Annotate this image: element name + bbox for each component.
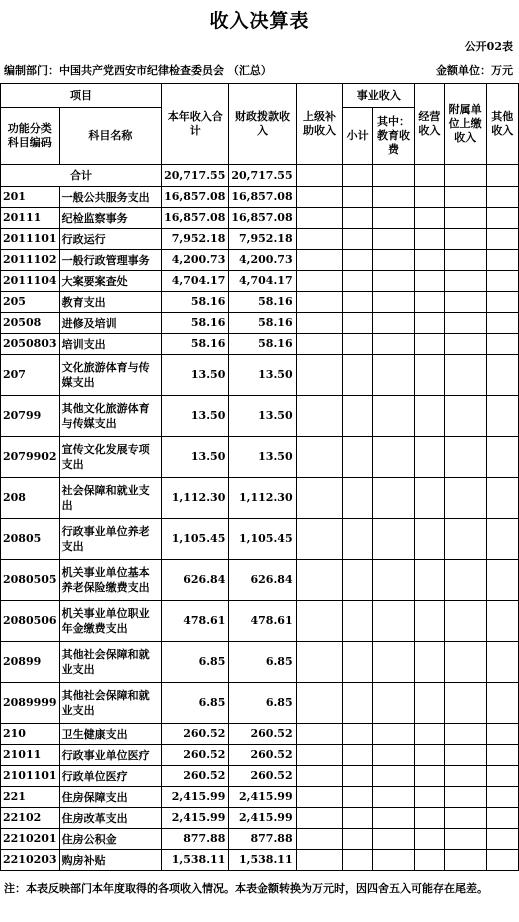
empty-cell xyxy=(343,355,372,396)
empty-cell xyxy=(415,850,444,871)
empty-cell xyxy=(372,355,414,396)
empty-cell xyxy=(415,313,444,334)
empty-cell xyxy=(486,642,518,683)
row-name: 住房改革支出 xyxy=(59,808,162,829)
empty-cell xyxy=(296,642,343,683)
row-total-income: 4,704.17 xyxy=(162,271,229,292)
empty-cell xyxy=(296,808,343,829)
row-fiscal: 16,857.08 xyxy=(229,208,296,229)
row-code: 20508 xyxy=(1,313,60,334)
empty-cell xyxy=(343,208,372,229)
row-name: 纪检监察事务 xyxy=(59,208,162,229)
empty-cell xyxy=(343,519,372,560)
row-name: 行政事业单位养老支出 xyxy=(59,519,162,560)
header-operating: 经营收入 xyxy=(415,84,444,165)
row-total-income: 1,112.30 xyxy=(162,478,229,519)
table-row xyxy=(1,250,519,271)
income-table xyxy=(0,83,519,871)
empty-cell xyxy=(444,313,486,334)
table-row xyxy=(1,724,519,745)
empty-cell xyxy=(444,292,486,313)
empty-cell xyxy=(343,250,372,271)
row-name: 其他文化旅游体育与传媒支出 xyxy=(59,396,162,437)
empty-cell xyxy=(372,787,414,808)
row-fiscal: 626.84 xyxy=(229,560,296,601)
total-fiscal-value: 20,717.55 xyxy=(229,165,296,187)
row-total-income: 478.61 xyxy=(162,601,229,642)
row-code: 2050803 xyxy=(1,334,60,355)
table-row xyxy=(1,396,519,437)
empty-cell xyxy=(296,560,343,601)
empty-cell xyxy=(372,208,414,229)
empty-cell xyxy=(486,229,518,250)
empty-cell xyxy=(415,437,444,478)
row-name: 社会保障和就业支出 xyxy=(59,478,162,519)
empty-cell xyxy=(296,724,343,745)
row-name: 机关事业单位职业年金缴费支出 xyxy=(59,601,162,642)
empty-cell xyxy=(415,683,444,724)
empty-cell xyxy=(444,271,486,292)
empty-cell xyxy=(444,250,486,271)
empty-cell xyxy=(343,229,372,250)
row-fiscal: 6.85 xyxy=(229,683,296,724)
row-code: 22102 xyxy=(1,808,60,829)
row-total-income: 58.16 xyxy=(162,313,229,334)
table-row xyxy=(1,560,519,601)
empty-cell xyxy=(343,334,372,355)
empty-cell xyxy=(486,250,518,271)
row-total-income: 260.52 xyxy=(162,745,229,766)
empty-cell xyxy=(296,437,343,478)
row-total-income: 6.85 xyxy=(162,642,229,683)
row-name: 卫生健康支出 xyxy=(59,724,162,745)
empty-cell xyxy=(343,478,372,519)
table-row xyxy=(1,271,519,292)
empty-cell xyxy=(296,292,343,313)
row-name: 文化旅游体育与传媒支出 xyxy=(59,355,162,396)
header-other: 其他收入 xyxy=(486,84,518,165)
header-upper-subsidy: 上级补助收入 xyxy=(296,84,343,165)
empty-cell xyxy=(444,829,486,850)
empty-cell xyxy=(296,766,343,787)
row-total-income: 260.52 xyxy=(162,766,229,787)
empty-cell xyxy=(444,808,486,829)
row-code: 2210203 xyxy=(1,850,60,871)
row-total-income: 6.85 xyxy=(162,683,229,724)
empty-cell xyxy=(486,683,518,724)
row-fiscal: 2,415.99 xyxy=(229,787,296,808)
empty-cell xyxy=(296,601,343,642)
row-code: 2011102 xyxy=(1,250,60,271)
row-name: 机关事业单位基本养老保险缴费支出 xyxy=(59,560,162,601)
row-name: 购房补贴 xyxy=(59,850,162,871)
empty-cell xyxy=(372,187,414,208)
empty-cell xyxy=(486,787,518,808)
empty-cell xyxy=(372,683,414,724)
empty-cell xyxy=(486,560,518,601)
table-row xyxy=(1,642,519,683)
row-code: 2089999 xyxy=(1,683,60,724)
row-fiscal: 7,952.18 xyxy=(229,229,296,250)
empty-cell xyxy=(296,396,343,437)
row-fiscal: 1,105.45 xyxy=(229,519,296,560)
row-fiscal: 1,538.11 xyxy=(229,850,296,871)
row-code: 2011104 xyxy=(1,271,60,292)
empty-cell xyxy=(343,437,372,478)
empty-cell xyxy=(343,745,372,766)
row-code: 2080506 xyxy=(1,601,60,642)
row-total-income: 877.88 xyxy=(162,829,229,850)
empty-cell xyxy=(444,478,486,519)
empty-cell xyxy=(372,601,414,642)
empty-cell xyxy=(296,208,343,229)
empty-cell xyxy=(296,355,343,396)
row-code: 2011101 xyxy=(1,229,60,250)
empty-cell xyxy=(486,766,518,787)
empty-cell xyxy=(296,683,343,724)
row-fiscal: 16,857.08 xyxy=(229,187,296,208)
empty-cell xyxy=(372,519,414,560)
empty-cell xyxy=(372,313,414,334)
empty-cell xyxy=(415,829,444,850)
header-func-code: 功能分类科目编码 xyxy=(1,108,60,165)
empty-cell xyxy=(415,519,444,560)
empty-cell xyxy=(372,250,414,271)
total-income-value: 20,717.55 xyxy=(162,165,229,187)
empty-cell xyxy=(415,229,444,250)
empty-cell xyxy=(486,745,518,766)
empty-cell xyxy=(296,745,343,766)
row-fiscal: 58.16 xyxy=(229,292,296,313)
empty-cell xyxy=(444,642,486,683)
empty-cell xyxy=(372,396,414,437)
row-name: 住房保障支出 xyxy=(59,787,162,808)
row-fiscal: 478.61 xyxy=(229,601,296,642)
row-name: 进修及培训 xyxy=(59,313,162,334)
department-label: 编制部门：中国共产党西安市纪律检查委员会 （汇总） xyxy=(4,64,272,77)
empty-cell xyxy=(486,724,518,745)
empty-cell xyxy=(486,355,518,396)
empty-cell xyxy=(486,396,518,437)
empty-cell xyxy=(444,724,486,745)
empty-cell xyxy=(372,229,414,250)
row-code: 201 xyxy=(1,187,60,208)
empty-cell xyxy=(343,560,372,601)
empty-cell xyxy=(415,478,444,519)
table-row xyxy=(1,187,519,208)
row-fiscal: 260.52 xyxy=(229,745,296,766)
empty-cell xyxy=(343,271,372,292)
row-fiscal: 877.88 xyxy=(229,829,296,850)
row-name: 教育支出 xyxy=(59,292,162,313)
row-name: 行政运行 xyxy=(59,229,162,250)
empty-cell xyxy=(372,724,414,745)
empty-cell xyxy=(343,808,372,829)
empty-cell xyxy=(444,519,486,560)
empty-cell xyxy=(486,187,518,208)
row-fiscal: 1,112.30 xyxy=(229,478,296,519)
row-fiscal: 13.50 xyxy=(229,355,296,396)
row-name: 大案要案查处 xyxy=(59,271,162,292)
empty-cell xyxy=(343,396,372,437)
row-code: 2101101 xyxy=(1,766,60,787)
empty-cell xyxy=(444,601,486,642)
total-label: 合计 xyxy=(1,165,162,187)
row-total-income: 626.84 xyxy=(162,560,229,601)
row-fiscal: 4,704.17 xyxy=(229,271,296,292)
empty-cell xyxy=(343,766,372,787)
empty-cell xyxy=(343,683,372,724)
row-name: 行政单位医疗 xyxy=(59,766,162,787)
row-total-income: 1,105.45 xyxy=(162,519,229,560)
row-total-income: 4,200.73 xyxy=(162,250,229,271)
empty-cell xyxy=(444,229,486,250)
empty-cell xyxy=(372,829,414,850)
row-name: 行政事业单位医疗 xyxy=(59,745,162,766)
table-row xyxy=(1,601,519,642)
table-row xyxy=(1,292,519,313)
row-fiscal: 260.52 xyxy=(229,724,296,745)
empty-cell xyxy=(343,601,372,642)
empty-cell xyxy=(486,850,518,871)
row-code: 221 xyxy=(1,787,60,808)
empty-cell xyxy=(444,208,486,229)
row-code: 2210201 xyxy=(1,829,60,850)
row-fiscal: 58.16 xyxy=(229,334,296,355)
empty-cell xyxy=(486,437,518,478)
empty-cell xyxy=(486,478,518,519)
row-fiscal: 4,200.73 xyxy=(229,250,296,271)
table-row xyxy=(1,766,519,787)
row-name: 培训支出 xyxy=(59,334,162,355)
row-code: 210 xyxy=(1,724,60,745)
empty-cell xyxy=(296,271,343,292)
row-fiscal: 6.85 xyxy=(229,642,296,683)
empty-cell xyxy=(415,745,444,766)
table-row xyxy=(1,808,519,829)
row-total-income: 7,952.18 xyxy=(162,229,229,250)
row-total-income: 13.50 xyxy=(162,355,229,396)
empty-cell xyxy=(444,396,486,437)
table-row xyxy=(1,478,519,519)
table-row xyxy=(1,683,519,724)
empty-cell xyxy=(444,560,486,601)
row-name: 一般行政管理事务 xyxy=(59,250,162,271)
row-code: 205 xyxy=(1,292,60,313)
table-row xyxy=(1,437,519,478)
table-row xyxy=(1,208,519,229)
empty-cell xyxy=(415,560,444,601)
empty-cell xyxy=(486,334,518,355)
empty-cell xyxy=(372,334,414,355)
total-row xyxy=(1,165,519,187)
empty-cell xyxy=(343,787,372,808)
empty-cell xyxy=(415,187,444,208)
empty-cell xyxy=(415,642,444,683)
empty-cell xyxy=(415,334,444,355)
empty-cell xyxy=(486,829,518,850)
row-fiscal: 2,415.99 xyxy=(229,808,296,829)
empty-cell xyxy=(444,850,486,871)
row-code: 208 xyxy=(1,478,60,519)
empty-cell xyxy=(372,766,414,787)
empty-cell xyxy=(343,642,372,683)
empty-cell xyxy=(415,601,444,642)
empty-cell xyxy=(296,478,343,519)
empty-cell xyxy=(415,250,444,271)
empty-cell xyxy=(444,334,486,355)
header-subject-name: 科目名称 xyxy=(59,108,162,165)
empty-cell xyxy=(415,724,444,745)
empty-cell xyxy=(343,850,372,871)
empty-cell xyxy=(372,271,414,292)
header-fiscal: 财政拨款收入 xyxy=(229,84,296,165)
empty-cell xyxy=(296,313,343,334)
empty-cell xyxy=(444,355,486,396)
empty-cell xyxy=(372,808,414,829)
row-fiscal: 260.52 xyxy=(229,766,296,787)
table-row xyxy=(1,313,519,334)
empty-cell xyxy=(415,271,444,292)
empty-cell xyxy=(372,437,414,478)
row-total-income: 1,538.11 xyxy=(162,850,229,871)
row-code: 20799 xyxy=(1,396,60,437)
empty-cell xyxy=(444,437,486,478)
header-project: 项目 xyxy=(1,84,162,108)
empty-cell xyxy=(415,787,444,808)
row-code: 20805 xyxy=(1,519,60,560)
table-row xyxy=(1,355,519,396)
empty-cell xyxy=(444,745,486,766)
empty-cell xyxy=(372,642,414,683)
empty-cell xyxy=(372,745,414,766)
empty-cell xyxy=(415,396,444,437)
empty-cell xyxy=(486,519,518,560)
empty-cell xyxy=(415,292,444,313)
empty-cell xyxy=(296,850,343,871)
row-total-income: 13.50 xyxy=(162,437,229,478)
empty-cell xyxy=(296,787,343,808)
empty-cell xyxy=(296,250,343,271)
empty-cell xyxy=(444,187,486,208)
header-business-income: 事业收入 xyxy=(343,84,415,108)
row-total-income: 260.52 xyxy=(162,724,229,745)
row-code: 2079902 xyxy=(1,437,60,478)
row-fiscal: 13.50 xyxy=(229,396,296,437)
row-fiscal: 58.16 xyxy=(229,313,296,334)
empty-cell xyxy=(415,208,444,229)
table-row xyxy=(1,787,519,808)
empty-cell xyxy=(486,292,518,313)
empty-cell xyxy=(372,292,414,313)
empty-cell xyxy=(372,478,414,519)
empty-cell xyxy=(486,208,518,229)
table-row xyxy=(1,229,519,250)
table-row xyxy=(1,334,519,355)
header-subtotal: 小计 xyxy=(343,108,372,165)
empty-cell xyxy=(343,829,372,850)
empty-cell xyxy=(415,766,444,787)
row-total-income: 58.16 xyxy=(162,292,229,313)
empty-cell xyxy=(296,334,343,355)
row-code: 20111 xyxy=(1,208,60,229)
report-title: 收入决算表 xyxy=(209,10,310,32)
empty-cell xyxy=(296,187,343,208)
row-code: 20899 xyxy=(1,642,60,683)
table-row xyxy=(1,519,519,560)
row-fiscal: 13.50 xyxy=(229,437,296,478)
empty-cell xyxy=(415,808,444,829)
table-row xyxy=(1,745,519,766)
row-name: 一般公共服务支出 xyxy=(59,187,162,208)
empty-cell xyxy=(415,355,444,396)
form-number: 公开02表 xyxy=(464,40,513,53)
empty-cell xyxy=(486,601,518,642)
empty-cell xyxy=(296,519,343,560)
empty-cell xyxy=(372,850,414,871)
row-total-income: 16,857.08 xyxy=(162,208,229,229)
empty-cell xyxy=(486,271,518,292)
row-total-income: 2,415.99 xyxy=(162,808,229,829)
row-name: 其他社会保障和就业支出 xyxy=(59,642,162,683)
row-code: 21011 xyxy=(1,745,60,766)
empty-cell xyxy=(343,187,372,208)
empty-cell xyxy=(444,683,486,724)
row-name: 住房公积金 xyxy=(59,829,162,850)
header-total-income: 本年收入合计 xyxy=(162,84,229,165)
empty-cell xyxy=(372,560,414,601)
row-total-income: 13.50 xyxy=(162,396,229,437)
footnote: 注：本表反映部门本年度取得的各项收入情况。本表金额转换为万元时，因四舍五入可能存在尾差。 xyxy=(4,882,488,895)
row-name: 宣传文化发展专项支出 xyxy=(59,437,162,478)
row-name: 其他社会保障和就业支出 xyxy=(59,683,162,724)
empty-cell xyxy=(444,766,486,787)
empty-cell xyxy=(296,829,343,850)
row-code: 207 xyxy=(1,355,60,396)
empty-cell xyxy=(343,313,372,334)
row-total-income: 16,857.08 xyxy=(162,187,229,208)
empty-cell xyxy=(343,724,372,745)
header-affiliated: 附属单位上缴收入 xyxy=(444,84,486,165)
amount-unit: 金额单位：万元 xyxy=(436,64,513,77)
table-row xyxy=(1,850,519,871)
empty-cell xyxy=(486,808,518,829)
row-total-income: 58.16 xyxy=(162,334,229,355)
empty-cell xyxy=(296,229,343,250)
empty-cell xyxy=(343,292,372,313)
header-edu-fee: 其中：教育收费 xyxy=(372,108,414,165)
empty-cell xyxy=(486,313,518,334)
row-code: 2080505 xyxy=(1,560,60,601)
table-row xyxy=(1,829,519,850)
empty-cell xyxy=(444,787,486,808)
row-total-income: 2,415.99 xyxy=(162,787,229,808)
